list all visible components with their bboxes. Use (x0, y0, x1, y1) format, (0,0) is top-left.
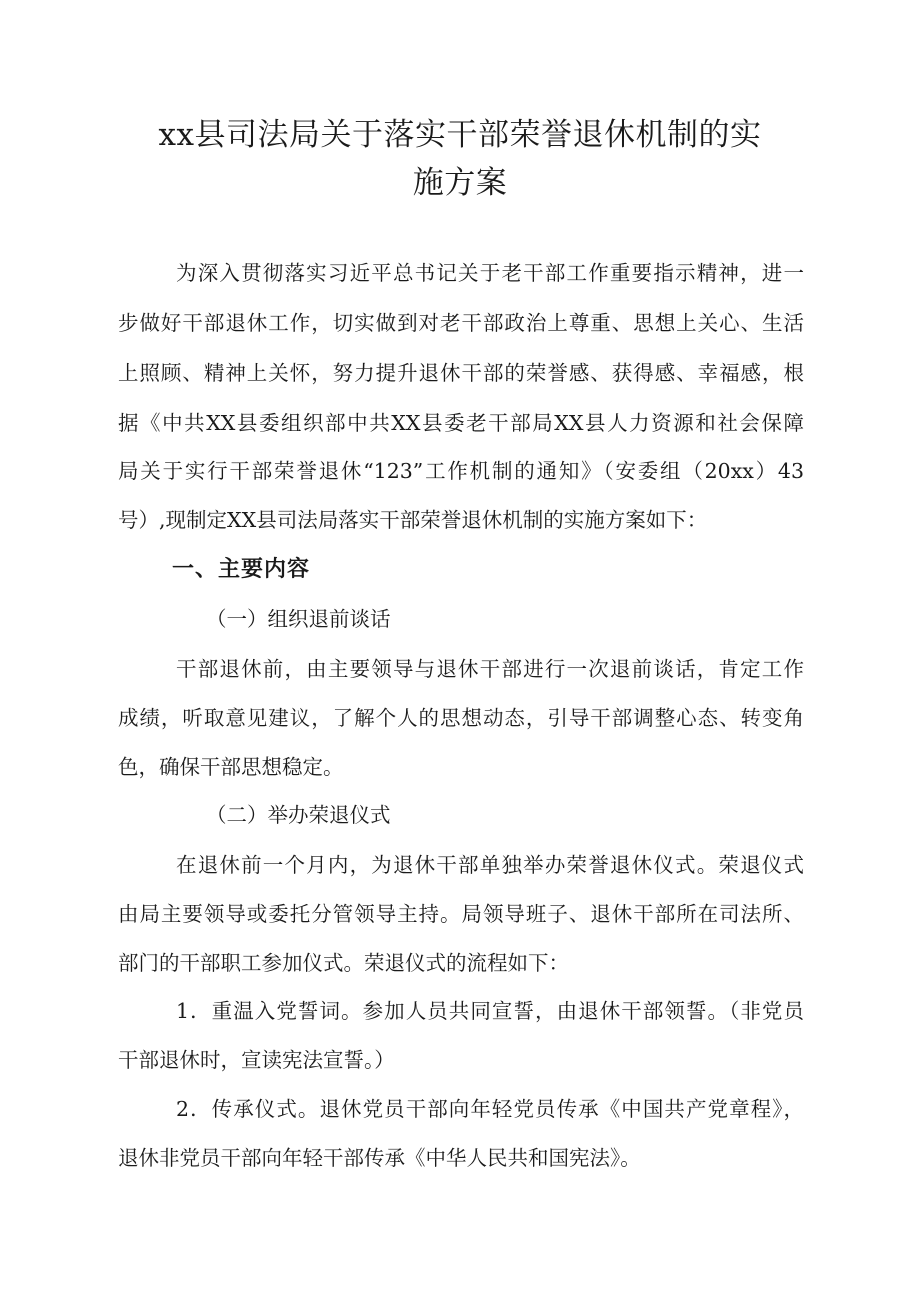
item-1-line-2: 干部退休时，宣读宪法宣誓。） (118, 1048, 395, 1072)
sub2-line-3: 部门的干部职工参加仪式。荣退仪式的流程如下： (118, 951, 569, 975)
intro-line-2: 步做好干部退休工作，切实做到对老干部政治上尊重、思想上关心、生活 (118, 311, 804, 335)
item-1-line-1: 1．重温入党誓词。参加人员共同宣誓，由退休干部领誓。（非党员 (176, 999, 804, 1023)
intro-line-6: 号）,现制定XX县司法局落实干部荣誉退休机制的实施方案如下： (118, 508, 708, 532)
document-title-line-2: 施方案 (412, 165, 508, 201)
intro-line-4: 据《中共XX县委组织部中共XX县委老干部局XX县人力资源和社会保障 (118, 411, 804, 435)
sub1-line-1: 干部退休前，由主要领导与退休干部进行一次退前谈话，肯定工作 (176, 657, 804, 681)
item-2-line-2: 退休非党员干部向年轻干部传承《中华人民共和国宪法》。 (118, 1146, 641, 1170)
sub2-line-1: 在退休前一个月内，为退休干部单独举办荣誉退休仪式。荣退仪式 (176, 853, 804, 877)
intro-line-3: 上照顾、精神上关怀，努力提升退休干部的荣誉感、获得感、幸福感，根 (118, 361, 804, 385)
sub2-line-2: 由局主要领导或委托分管领导主持。局领导班子、退休干部所在司法所、 (118, 902, 804, 926)
item-2-line-1: 2．传承仪式。退休党员干部向年轻党员传承《中国共产党章程》， (176, 1097, 804, 1121)
intro-line-1: 为深入贯彻落实习近平总书记关于老干部工作重要指示精神，进一 (176, 261, 804, 285)
sub1-line-2: 成绩，听取意见建议，了解个人的思想动态，引导干部调整心态、转变角 (118, 706, 804, 730)
document-title-line-1: xx县司法局关于落实干部荣誉退休机制的实 (158, 117, 762, 153)
subsection-1-title: （一）组织退前谈话 (206, 607, 391, 631)
intro-line-5: 局关于实行干部荣誉退休“123”工作机制的通知》（安委组（20xx）43 (118, 459, 804, 483)
section-heading: 一、主要内容 (172, 557, 311, 582)
sub1-line-3: 色，确保干部思想稳定。 (118, 755, 344, 779)
subsection-2-title: （二）举办荣退仪式 (206, 803, 391, 827)
